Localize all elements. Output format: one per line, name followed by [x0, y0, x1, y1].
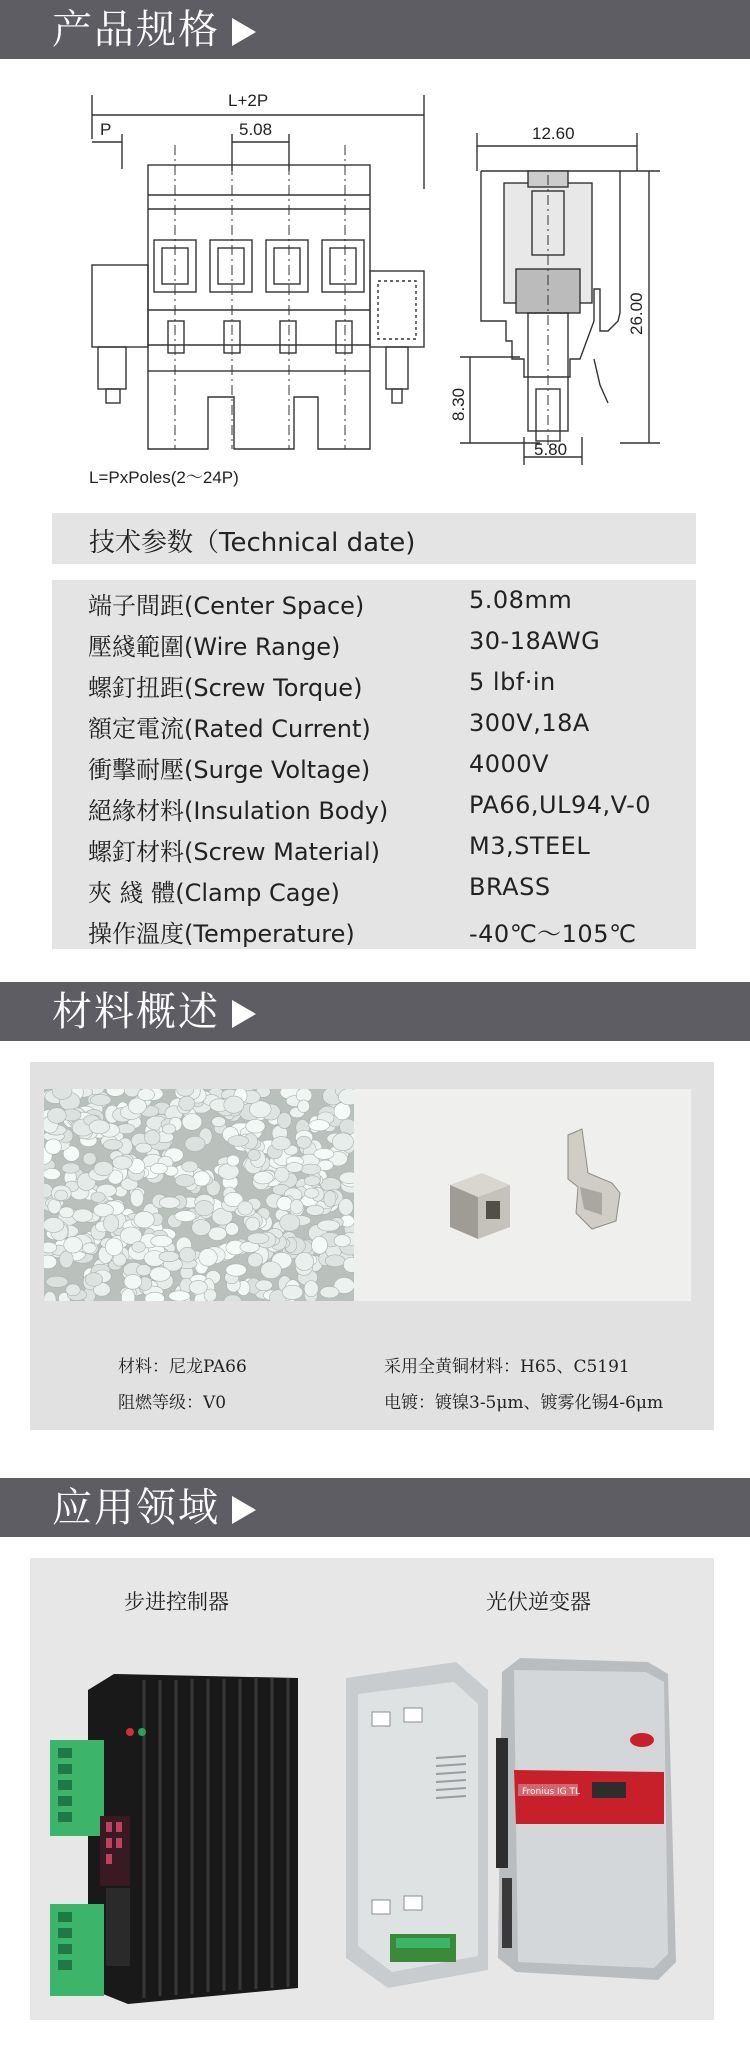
- inverter-brand-text: Fronius IG TL: [522, 1787, 580, 1797]
- param-label: 絕緣材料(Insulation Body): [88, 797, 389, 825]
- param-label: 夾 綫 體(Clamp Cage): [88, 879, 340, 907]
- table-row: [52, 580, 696, 621]
- table-row: [52, 621, 696, 662]
- table-row: [52, 662, 696, 703]
- tech-params-title: 技术参数（Technical date): [89, 528, 416, 558]
- poles-formula: L=PxPoles(2～24P): [89, 468, 239, 487]
- param-label: 端子間距(Center Space): [88, 592, 365, 620]
- section-title-materials: 材料概述: [52, 989, 220, 1035]
- play-arrow-icon: [232, 18, 256, 46]
- applications-panel: [30, 1558, 714, 2020]
- flame-rating-text: 阻燃等级：V0: [118, 1393, 227, 1413]
- brass-parts-image: [354, 1089, 691, 1301]
- dim-total: L+2P: [228, 91, 269, 110]
- param-label: 螺釘材料(Screw Material): [88, 838, 381, 866]
- param-value: 30-18AWG: [469, 627, 601, 655]
- param-label: 額定電流(Rated Current): [88, 715, 371, 743]
- stepper-controller-label: 步进控制器: [124, 1590, 229, 1614]
- param-label: 操作溫度(Temperature): [88, 920, 355, 948]
- section-header-materials: [0, 982, 750, 1041]
- tech-params-table: [52, 580, 696, 949]
- param-value: M3,STEEL: [469, 832, 591, 860]
- param-label: 衝擊耐壓(Surge Voltage): [88, 756, 371, 784]
- param-value: 4000V: [469, 750, 549, 778]
- param-label: 螺釘扭距(Screw Torque): [88, 674, 363, 702]
- pv-inverter-image: [346, 1638, 696, 2008]
- dim-pitch: 5.08: [239, 120, 273, 139]
- table-row: [52, 826, 696, 867]
- param-value: 5 lbf·in: [469, 668, 556, 696]
- param-value: 300V,18A: [469, 709, 590, 737]
- pa66-pellets-image: [44, 1089, 354, 1301]
- play-arrow-icon: [232, 1000, 256, 1028]
- table-row: [52, 908, 696, 949]
- table-row: [52, 785, 696, 826]
- param-value: BRASS: [469, 873, 551, 901]
- table-row: [52, 867, 696, 908]
- technical-drawing: [0, 59, 750, 489]
- dim-height: 26.00: [627, 292, 646, 335]
- tech-params-header: [52, 513, 696, 564]
- brass-material-text: 采用全黄铜材料：H65、C5191: [384, 1357, 630, 1377]
- table-row: [52, 703, 696, 744]
- table-row: [52, 744, 696, 785]
- param-value: -40℃～105℃: [469, 920, 637, 948]
- materials-panel: [30, 1062, 714, 1430]
- material-nylon-text: 材料：尼龙PA66: [118, 1357, 247, 1377]
- play-arrow-icon: [232, 1496, 256, 1524]
- section-header-specs: [0, 0, 750, 59]
- dim-base: 5.80: [534, 440, 568, 459]
- plating-text: 电镀：镀镍3-5μm、镀雾化锡4-6μm: [384, 1393, 664, 1413]
- dim-width: 12.60: [532, 124, 575, 143]
- dim-pin: 8.30: [449, 387, 468, 421]
- stepper-driver-image: [44, 1628, 324, 2008]
- pv-inverter-label: 光伏逆变器: [486, 1590, 591, 1614]
- section-header-applications: [0, 1478, 750, 1537]
- dim-pitch-label: P: [100, 120, 112, 139]
- section-title-applications: 应用领域: [52, 1485, 220, 1531]
- param-value: PA66,UL94,V-0: [469, 791, 652, 819]
- section-title-specs: 产品规格: [52, 7, 220, 53]
- param-value: 5.08mm: [469, 586, 573, 614]
- param-label: 壓綫範圍(Wire Range): [88, 633, 341, 661]
